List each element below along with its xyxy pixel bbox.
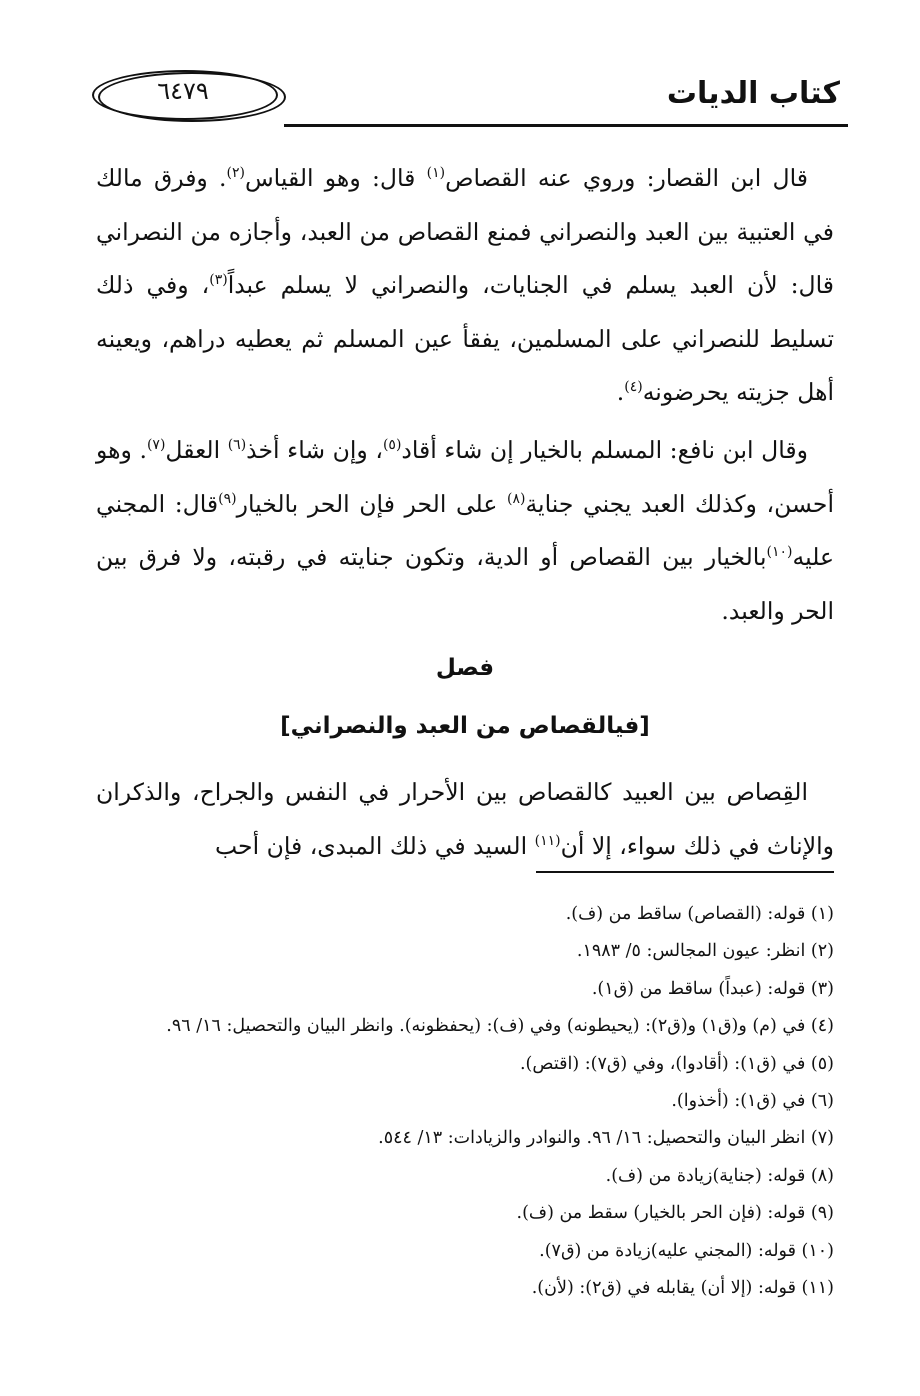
footnote-item: (١) قوله: (القصاص) ساقط من (ف). bbox=[565, 904, 834, 924]
page-header bbox=[88, 66, 848, 128]
footnote-item: (٢) انظر: عيون المجالس: ٥/ ١٩٨٣. bbox=[576, 941, 834, 962]
footnote-separator bbox=[536, 871, 834, 873]
footnote-item: (٧) انظر البيان والتحصيل: ١٦/ ٩٦. والنوادر والزيادات: ١٣/ ٥٤٤. bbox=[378, 1128, 834, 1149]
footnote-item: (١١) قوله: (إلا أن) يقابله في (ق٢): (لأن). bbox=[531, 1278, 834, 1299]
text-run: القِصاص بين العبيد كالقصاص بين الأحرار في النفس والجراح، والذكران والإناث في ذلك سواء، إلا أن bbox=[96, 778, 834, 860]
footnote-item: (٩) قوله: (فإن الحر بالخيار) سقط من (ف). bbox=[516, 1203, 834, 1224]
text-run: قال: المجني عليه bbox=[96, 489, 834, 571]
text-run: بالخيار بين القصاص أو الدية، وتكون جنايته في رقبته، ولا فرق بين الحر والعبد. bbox=[96, 543, 834, 625]
footnote-ref[interactable]: (٢) bbox=[226, 165, 245, 182]
text-run: ، وفي ذلك تسليط للنصراني على المسلمين، يفقأ عين المسلم ثم يعطيه دراهم، ويعينه أهل جزيته يحرضونه bbox=[96, 271, 834, 406]
text-run: وقال ابن نافع: المسلم بالخيار إن شاء أقاد bbox=[401, 436, 808, 464]
text-run: قال: وهو القياس bbox=[245, 164, 427, 192]
text-run: . وهو أحسن، وكذلك العبد يجني جناية bbox=[96, 436, 834, 518]
footnote-ref[interactable]: (١١) bbox=[534, 832, 561, 849]
footnote-item: (١٠) قوله: (المجني عليه)زيادة من (ق٧). bbox=[539, 1240, 834, 1261]
footnote-ref[interactable]: (٨) bbox=[506, 490, 526, 507]
footnote-ref[interactable]: (٧) bbox=[146, 437, 166, 454]
text-run: قال ابن القصار: وروي عنه القصاص bbox=[445, 164, 808, 192]
footnote-ref[interactable]: (٩) bbox=[218, 490, 237, 507]
section-heading: فصل bbox=[435, 655, 495, 681]
footnote-ref[interactable]: (١٠) bbox=[766, 544, 793, 561]
footnote-ref[interactable]: (٤) bbox=[624, 379, 643, 396]
footnote-item: (٥) في (ق١): (أقادوا)، وفي (ق٧): (اقتص). bbox=[519, 1053, 834, 1074]
footnote-ref[interactable]: (٦) bbox=[227, 437, 247, 454]
footnote-item: (٤) في (م) و(ق١) و(ق٢): (يحيطونه) وفي (ف): (يحفظونه). وانظر البيان والتحصيل: ١٦/ ٩٦. bbox=[166, 1016, 834, 1037]
footnote-ref[interactable]: (١) bbox=[426, 165, 446, 182]
footnote-item: (٦) في (ق١): (أخذوا). bbox=[671, 1091, 834, 1112]
page-number: ٦٤٧٩ bbox=[157, 77, 209, 105]
text-run: العقل bbox=[165, 436, 228, 464]
section-subheading: [فيالقصاص من العبد والنصراني] bbox=[280, 713, 650, 739]
text-run: على الحر فإن الحر بالخيار bbox=[236, 489, 507, 518]
paragraph-2 bbox=[96, 424, 834, 638]
footnote-ref[interactable]: (٣) bbox=[209, 272, 228, 289]
footnote-item: (٣) قوله: (عبداً) ساقط من (ق١). bbox=[591, 978, 834, 999]
text-run: . bbox=[616, 378, 625, 406]
book-title: كتاب الديات bbox=[666, 76, 840, 111]
footnotes-list bbox=[100, 896, 834, 1307]
text-run: ، وإن شاء أخذ bbox=[246, 436, 383, 464]
paragraph-1 bbox=[96, 152, 834, 420]
footnote-item: (٨) قوله: (جناية)زيادة من (ف). bbox=[605, 1165, 834, 1186]
text-run: السيد في ذلك المبدى، فإن أحب bbox=[214, 831, 535, 860]
header-rule bbox=[284, 124, 848, 127]
text-run: . وفرق مالك في العتبية بين العبد والنصراني فمنع القصاص من العبد، وأجازه من النصراني قال: لأن العبد يسلم في الجنايات، والنصراني لا يسلم عبداً bbox=[96, 164, 834, 299]
paragraph-3 bbox=[96, 766, 834, 873]
footnote-ref[interactable]: (٥) bbox=[382, 437, 402, 454]
